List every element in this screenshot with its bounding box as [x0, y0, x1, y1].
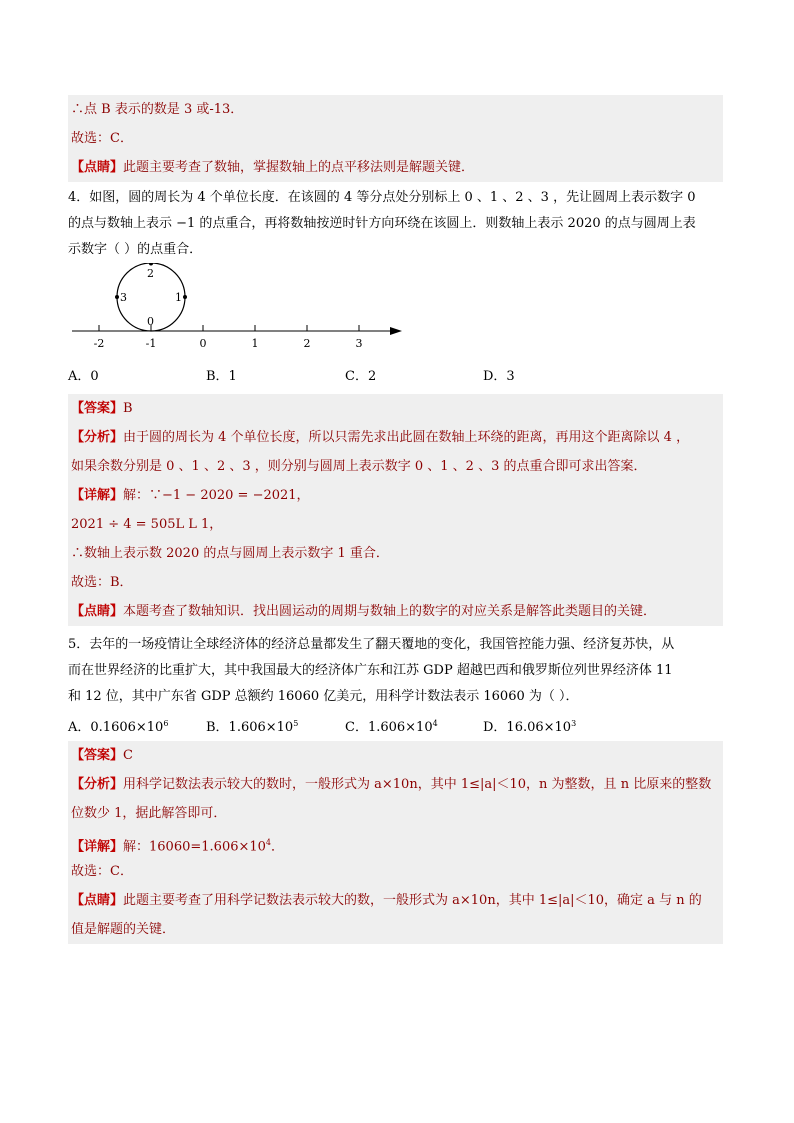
- q4-answer: [68, 394, 723, 423]
- q5-analysis: [68, 770, 723, 828]
- dianjing-text: 本题考查了数轴知识．找出圆运动的周期与数轴上的数字的对应关系是解答此类题目的关键．: [123, 604, 657, 619]
- q4-analysis: [68, 423, 723, 481]
- circle-label-1: 1: [175, 291, 182, 304]
- q5-choice: 故选：C．: [68, 857, 723, 886]
- detail-tag: 【详解】: [71, 839, 124, 855]
- q5-option-c: C．$1.606\times 10^4$: [345, 719, 438, 736]
- q4-choice: 故选：B．: [68, 568, 723, 597]
- q5-option-b: B．$1.606\times 10^5$: [206, 719, 299, 736]
- q4-option-d: D．3: [483, 369, 515, 384]
- circle-point-3: [115, 295, 119, 299]
- dianjing-tag: 【点睛】: [71, 893, 124, 908]
- q4-figure: [68, 263, 723, 363]
- detail-exponent: 4: [265, 838, 272, 847]
- analysis-line-1: 由于圆的周长为 4 个单位长度，所以只需先求出此圆在数轴上环绕的距离，再用这个距离除以 4 ，: [123, 430, 690, 445]
- q4-stem-line-1: 4．如图，圆的周长为 4 个单位长度．在该圆的 4 等分点处分别标上 0 、1 、2 、3 ，先让圆周上表示数字 0: [68, 190, 696, 205]
- dianjing-line-1: 此题主要考查了用科学记数法表示较大的数，一般形式为 a×10n，其中 1≤|a|＜10，确定 a 与 n 的: [123, 893, 702, 908]
- answer-value: B: [123, 401, 133, 416]
- q5-options: [68, 710, 723, 737]
- circle-label-2: 2: [147, 267, 154, 280]
- q4-dianjing: [68, 597, 723, 626]
- dianjing-tag: 【点睛】: [71, 604, 124, 619]
- q5-dianjing: [68, 886, 723, 944]
- circle-point-1: [183, 295, 187, 299]
- detail-line-1: 解：∵−1 − 2020 = −2021，: [123, 488, 310, 503]
- q3-dianjing: [68, 153, 723, 182]
- dianjing-text: 此题主要考查了数轴，掌握数轴上的点平移法则是解题关键．: [123, 160, 475, 175]
- answer-tag: 【答案】: [71, 748, 124, 763]
- q5-option-d: D．$16.06\times 10^3$: [483, 719, 577, 736]
- axis-arrow: [390, 327, 402, 335]
- q5-detail: 【详解】解：$16060=1.606\times 10^4$．: [68, 828, 723, 857]
- axis-tick-label: -1: [145, 337, 157, 350]
- number-line-circle-figure: [68, 263, 408, 363]
- q5-stem: [68, 632, 723, 710]
- q3-choice: 故选：C．: [68, 124, 723, 153]
- analysis-line-2: 位数少 1，据此解答即可．: [71, 806, 227, 821]
- q4-stem-line-2: 的点与数轴上表示 −1 的点重合，再将数轴按逆时针方向环绕在该圆上．则数轴上表示 2020 的点与圆周上表: [68, 216, 696, 231]
- q5-stem-line-2: 而在世界经济的比重扩大，其中我国最大的经济体广东和江苏 GDP 超越巴西和俄罗斯位列世界经济体 11: [68, 663, 673, 678]
- q4-option-b: B．1: [206, 369, 237, 384]
- q4-stem: [68, 185, 723, 263]
- axis-ticks: [94, 325, 363, 350]
- answer-tag: 【答案】: [71, 401, 124, 416]
- q3-conclusion: ∴点 B 表示的数是 3 或-13．: [68, 95, 723, 124]
- analysis-line-2: 如果余数分别是 0 、1 、2 、3 ，则分别与圆周上表示数字 0 、1 、2 、3 的点重合即可求出答案．: [71, 459, 647, 474]
- q4-detail: [68, 481, 723, 510]
- q4-detail-line-3: ∴数轴上表示数 2020 的点与圆周上表示数字 1 重合．: [68, 539, 723, 568]
- axis-tick-label: 1: [251, 337, 259, 350]
- detail-text: 解：16060=1.606×10: [123, 839, 266, 855]
- answer-value: C: [123, 748, 133, 763]
- q5-stem-line-3: 和 12 位，其中广东省 GDP 总额约 16060 亿美元，用科学计数法表示 16060 为（ ）．: [68, 689, 579, 704]
- q4-options: [68, 363, 723, 390]
- circle-label-0: 0: [147, 315, 154, 328]
- q4-detail-line-2: 2021 ÷ 4 = 505L L 1，: [68, 510, 723, 539]
- axis-tick-label: 2: [303, 337, 311, 350]
- axis-tick-label: 3: [355, 337, 363, 350]
- q4-option-a: A．0: [68, 369, 99, 384]
- dianjing-tag: 【点睛】: [71, 160, 124, 175]
- dianjing-line-2: 值是解题的关键．: [71, 922, 176, 937]
- analysis-line-1: 用科学记数法表示较大的数时，一般形式为 a×10n，其中 1≤|a|＜10，n 为整数，且 n 比原来的整数: [123, 777, 712, 792]
- axis-tick-label: 0: [199, 337, 207, 350]
- q4-option-c: C．2: [345, 369, 377, 384]
- q5-answer: [68, 741, 723, 770]
- q5-option-a: A．$0.1606\times 10^6$: [68, 719, 169, 736]
- q5-stem-line-1: 5．去年的一场疫情让全球经济体的经济总量都发生了翻天覆地的变化，我国管控能力强、经济复苏快，从: [68, 637, 675, 652]
- axis-tick-label: -2: [93, 337, 105, 350]
- q4-stem-line-3: 示数字（ ）的点重合．: [68, 242, 203, 257]
- circle-label-3: 3: [120, 291, 127, 304]
- detail-tag: 【详解】: [71, 488, 124, 503]
- page-content: [68, 95, 723, 944]
- analysis-tag: 【分析】: [71, 430, 124, 445]
- analysis-tag: 【分析】: [71, 777, 124, 792]
- circle-point-2: [149, 263, 153, 266]
